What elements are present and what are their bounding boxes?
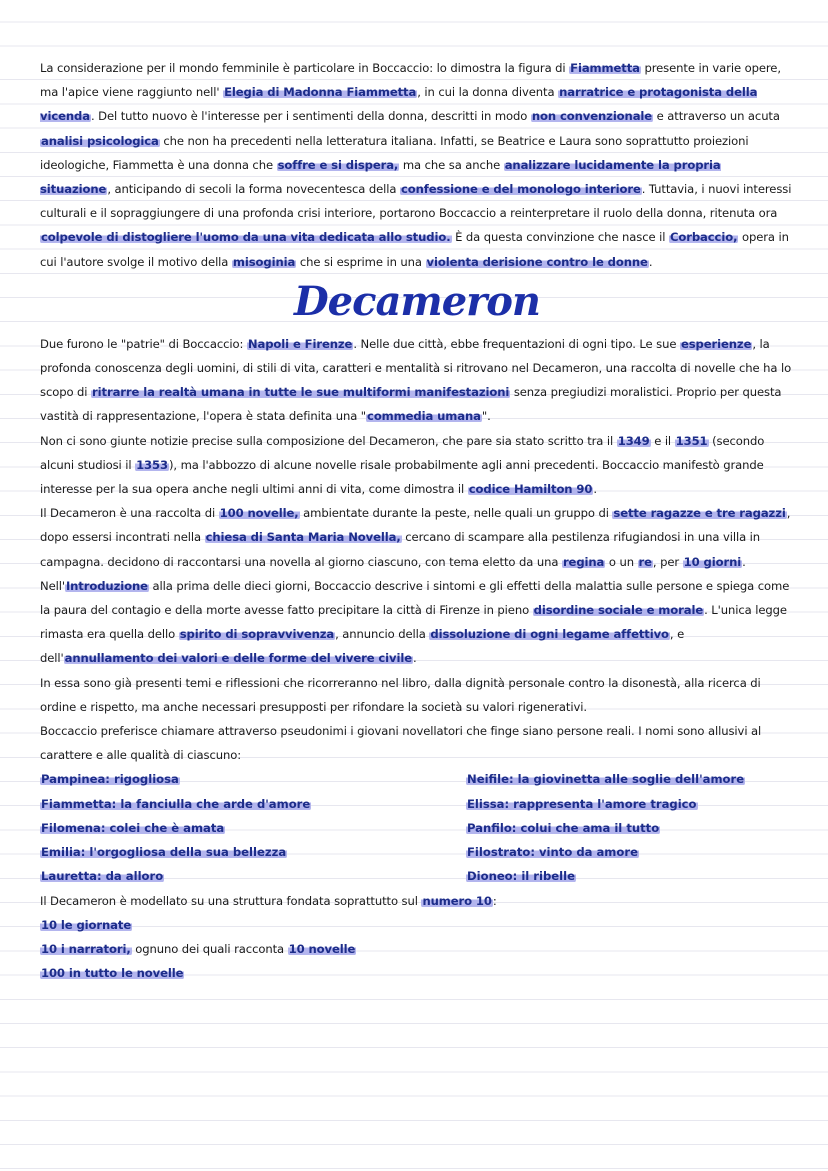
narrator-name: Filostrato: vinto da amore — [467, 845, 638, 860]
highlighted-text: annullamento dei valori e delle forme del vivere civile — [64, 651, 413, 666]
page-title: Decameron — [293, 277, 541, 325]
narrator-name: Emilia: l'orgogliosa della sua bellezza — [41, 845, 287, 860]
highlighted-text: 10 le giornate — [41, 917, 132, 932]
highlighted-text: sette ragazze e tre ragazzi — [613, 506, 786, 521]
highlighted-text: re — [638, 554, 652, 569]
narrator-name: Lauretta: da alloro — [41, 869, 164, 884]
highlighted-text: soffre e si dispera, — [277, 157, 399, 172]
highlighted-text: 1351 — [675, 433, 708, 448]
highlighted-text: spirito di sopravvivenza — [179, 627, 335, 642]
intro-paragraph: La considerazione per il mondo femminile è particolare in Boccaccio: lo dimostra la figura di Fiammetta presente in varie opere, ma l'apice viene raggiunto nell' Elegia di Madonna Fiammetta, in cui la donna diventa narratrice e protagonista della vicenda. Del tutto nuovo è l'interesse per i sentimenti della donna, descritti in modo non convenzionale e attraverso un acuta analisi psicologica che non ha precedenti nella letteratura italiana. Infatti, se Beatrice e Laura sono soprattutto proiezioni ideologiche, Fiammetta è una donna che soffre e si dispera, ma che sa anche analizzare lucidamente la propria situazione, anticipando di secoli la forma novecentesca della confessione e del monologo interiore. Tuttavia, i nuovi interessi culturali e il sopraggiungere di una profonda crisi interiore, portarono Boccaccio a reinterpretare il ruolo della donna, ritenuta ora colpevole di distogliere l'uomo da una vita dedicata allo studio. È da questa convinzione che nasce il Corbaccio, opera in cui l'autore svolge il motivo della misoginia che si esprime in una violenta derisione contro le donne. — [40, 61, 792, 269]
narrator-name: Fiammetta: la fanciulla che arde d'amore — [41, 796, 311, 811]
highlighted-text: Introduzione — [65, 578, 148, 593]
paragraph-pseudonimi: Boccaccio preferisce chiamare attraverso pseudonimi i giovani novellatori che finge siano persone reali. I nomi sono allusivi al carattere e alle qualità di ciascuno: — [40, 724, 762, 763]
narrator-name: Neifile: la giovinetta alle soglie dell'amore — [467, 772, 745, 787]
highlighted-text: violenta derisione contro le donne — [426, 254, 648, 269]
decameron-section — [40, 332, 794, 768]
highlighted-text: regina — [562, 554, 605, 569]
highlighted-text: non convenzionale — [531, 109, 653, 124]
highlighted-text: Fiammetta — [570, 61, 640, 75]
highlighted-text: chiesa di Santa Maria Novella, — [205, 530, 401, 545]
narrator-name: Dioneo: il ribelle — [467, 869, 575, 884]
highlighted-text: commedia umana — [367, 409, 481, 424]
highlighted-text: analisi psicologica — [41, 133, 159, 148]
paragraph-raccolta: Il Decameron è una raccolta di 100 novelle, ambientate durante la peste, nelle quali un gruppo di sette ragazze e tre ragazzi, dopo essersi incontrati nella chiesa di Santa Maria Novella, cercano di scampare alla pestilenza rifugiandosi in una villa in campagna. decidono di raccontarsi una novella al giorno ciascuno, con tema eletto da una regina o un re, per 10 giorni. — [40, 506, 791, 569]
highlighted-text: 100 novelle, — [219, 506, 299, 521]
structure-item — [40, 913, 794, 937]
structure-intro: Il Decameron è modellato su una struttura fondata soprattutto sul numero 10: — [40, 893, 497, 908]
highlighted-text: 10 giorni — [683, 554, 742, 569]
highlighted-text: disordine sociale e morale — [533, 603, 704, 618]
narrator-name: Panfilo: colui che ama il tutto — [467, 820, 660, 835]
narrator-name: Pampinea: rigogliosa — [41, 772, 179, 787]
highlighted-text: colpevole di distogliere l'uomo da una vita dedicata allo studio. — [41, 230, 451, 245]
highlighted-text: numero 10 — [422, 893, 492, 908]
paragraph-patrie: Due furono le "patrie" di Boccaccio: Napoli e Firenze. Nelle due città, ebbe frequentazioni di ogni tipo. Le sue esperienze, la profonda conoscenza degli uomini, di stili di vita, caratteri e mentalità si ritrovano nel Decameron, una raccolta di novelle che ha lo scopo di ritrarre la realtà umana in tutte le sue multiformi manifestazioni senza pregiudizi moralistici. Proprio per questa vastità di rappresentazione, l'opera è stata definita una "commedia umana". — [40, 336, 792, 424]
highlighted-text: codice Hamilton 90 — [468, 482, 593, 497]
structure-item — [40, 961, 794, 985]
highlighted-text: Elegia di Madonna Fiammetta — [224, 85, 417, 100]
narrator-names — [40, 767, 794, 888]
highlighted-text: 10 i narratori, — [41, 941, 131, 956]
structure-item: 10 i narratori, ognuno dei quali racconta 10 novelle — [41, 941, 356, 956]
highlighted-text: confessione e del monologo interiore — [401, 182, 641, 197]
highlighted-text: narratrice e protagonista della vicenda — [40, 85, 758, 124]
paragraph-composizione: Non ci sono giunte notizie precise sulla composizione del Decameron, che pare sia stato scritto tra il 1349 e il 1351 (secondo alcuni studiosi il 1353), ma l'abbozzo di alcune novelle risale probabilmente agli anni precedenti. Boccaccio manifestò grande interesse per la sua opera anche negli ultimi anni di vita, come dimostra il codice Hamilton 90. — [40, 433, 765, 497]
highlighted-text: 1349 — [617, 433, 650, 448]
highlighted-text: Napoli e Firenze — [247, 336, 353, 351]
highlighted-text: dissoluzione di ogni legame affettivo — [430, 627, 669, 642]
paragraph-introduzione: Nell'Introduzione alla prima delle dieci giorni, Boccaccio descrive i sintomi e gli effetti della malattia sulle persone e spiega come la paura del contagio e della morte avesse fatto precipitare la città di Firenze in pieno disordine sociale e morale. L'unica legge rimasta era quella dello spirito di sopravvivenza, annuncio della dissoluzione di ogni legame affettivo, e dell'annullamento dei valori e delle forme del vivere civile. — [40, 578, 790, 666]
highlighted-text: analizzare lucidamente la propria situazione — [40, 157, 721, 197]
highlighted-text: Corbaccio, — [669, 230, 738, 245]
highlighted-text: 10 novelle — [288, 941, 356, 956]
highlighted-text: 100 in tutto le novelle — [41, 966, 184, 981]
highlighted-text: esperienze — [680, 336, 752, 351]
highlighted-text: misoginia — [232, 254, 296, 269]
highlighted-text: ritrarre la realtà umana in tutte le sue multiformi manifestazioni — [92, 385, 510, 400]
highlighted-text: 1353 — [136, 457, 168, 472]
structure-section — [40, 889, 794, 986]
narrator-name: Filomena: colei che è amata — [41, 820, 225, 835]
narrator-name: Elissa: rappresenta l'amore tragico — [467, 796, 697, 811]
paragraph-temi: In essa sono già presenti temi e riflessioni che ricorreranno nel libro, dalla dignità personale contro la disonestà, alla ricerca di ordine e rispetto, ma anche necessari presupposti per rifondare la società su valori rigenerativi. — [40, 675, 761, 714]
